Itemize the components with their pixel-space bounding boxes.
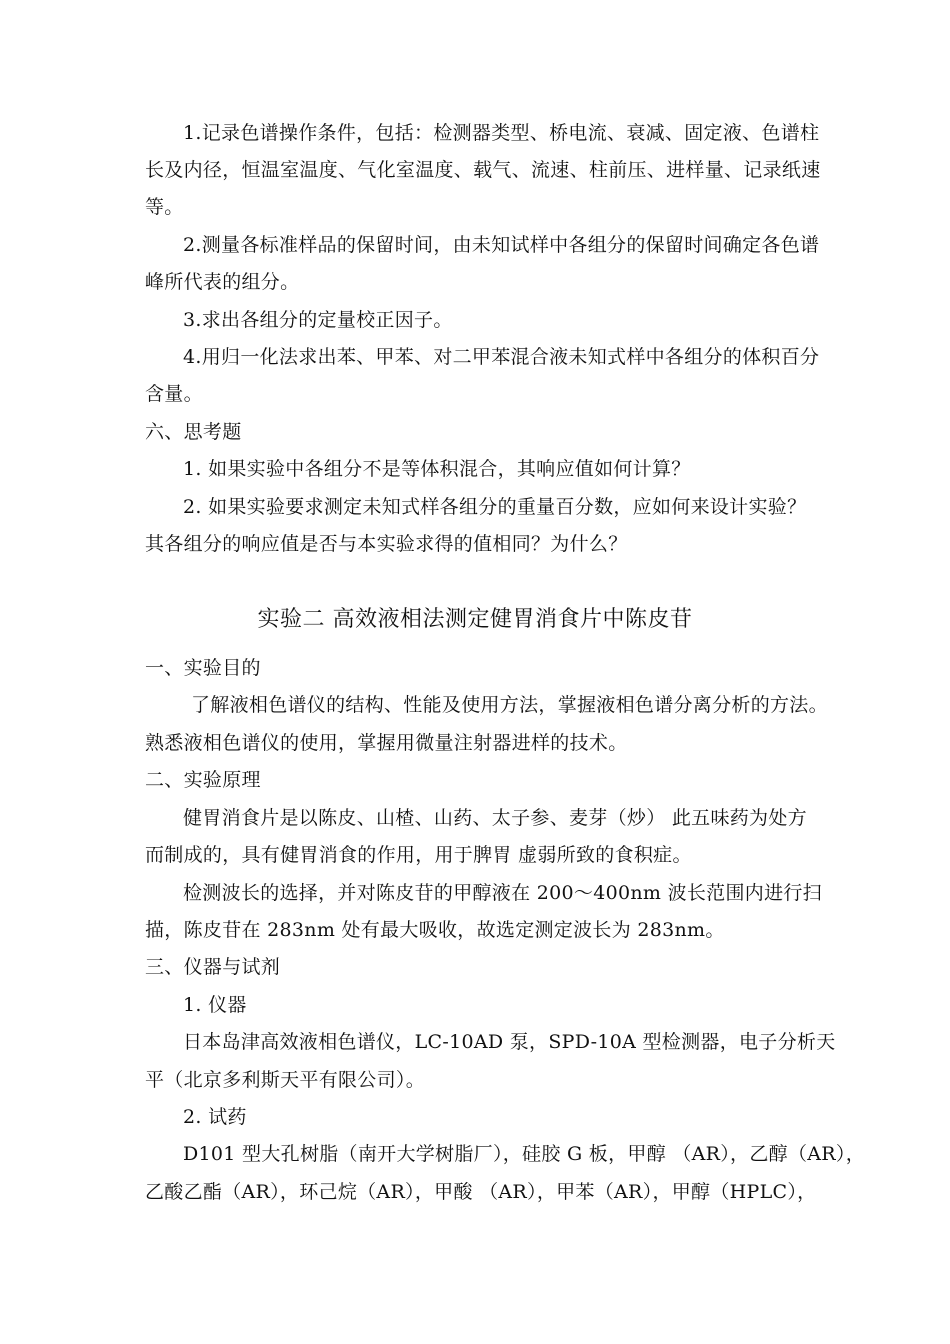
question-2-line-1: 2. 如果实验要求测定未知式样各组分的重量百分数，应如何来设计实验？: [183, 496, 807, 518]
question-1: 1. 如果实验中各组分不是等体积混合，其响应值如何计算？: [183, 458, 691, 480]
result-item-2-line-1: 2.测量各标准样品的保留时间，由未知试样中各组分的保留时间确定各色谱: [183, 234, 820, 256]
result-item-1-line-2: 长及内径，恒温室温度、气化室温度、载气、流速、柱前压、进样量、记录纸速: [145, 159, 821, 181]
instruments-line-1: 日本岛津高效液相色谱仪，LC-10AD 泵，SPD-10A 型检测器，电子分析天: [183, 1031, 836, 1053]
principle-paragraph-1-line-2: 而制成的，具有健胃消食的作用，用于脾胃 虚弱所致的食积症。: [145, 844, 692, 866]
instruments-subheading: 1. 仪器: [183, 994, 247, 1016]
principle-paragraph-2-line-1: 检测波长的选择，并对陈皮苷的甲醇液在 200～400nm 波长范围内进行扫: [183, 882, 822, 904]
result-item-3-line-1: 3.求出各组分的定量校正因子。: [183, 309, 453, 331]
instruments-reagents-heading: 三、仪器与试剂: [145, 956, 281, 978]
reagents-line-2: 乙酸乙酯（AR），环己烷（AR），甲酸 （AR），甲苯（AR），甲醇（HPLC），: [145, 1181, 817, 1203]
principle-paragraph-1-line-1: 健胃消食片是以陈皮、山楂、山药、太子参、麦芽（炒） 此五味药为处方: [183, 807, 807, 829]
result-item-1-line-3: 等。: [145, 196, 184, 218]
purpose-heading: 一、实验目的: [145, 657, 261, 679]
question-2-line-2: 其各组分的响应值是否与本实验求得的值相同？为什么？: [145, 533, 628, 555]
reagents-subheading: 2. 试药: [183, 1106, 247, 1128]
result-item-4-line-2: 含量。: [145, 383, 203, 405]
instruments-line-2: 平（北京多利斯天平有限公司）。: [145, 1069, 426, 1091]
principle-heading: 二、实验原理: [145, 769, 261, 791]
principle-paragraph-2-line-2: 描，陈皮苷在 283nm 处有最大吸收，故选定测定波长为 283nm。: [145, 919, 725, 941]
purpose-line-1: 了解液相色谱仪的结构、性能及使用方法，掌握液相色谱分离分析的方法。: [191, 694, 828, 716]
reagents-line-1: D101 型大孔树脂（南开大学树脂厂），硅胶 G 板，甲醇 （AR），乙醇（AR），: [183, 1143, 865, 1165]
purpose-line-2: 熟悉液相色谱仪的使用，掌握用微量注射器进样的技术。: [145, 732, 628, 754]
experiment-2-title: 实验二 高效液相法测定健胃消食片中陈皮苷: [257, 607, 693, 632]
questions-heading: 六、思考题: [145, 421, 242, 443]
result-item-4-line-1: 4.用归一化法求出苯、甲苯、对二甲苯混合液未知式样中各组分的体积百分: [183, 346, 820, 368]
result-item-1-line-1: 1.记录色谱操作条件，包括：检测器类型、桥电流、衰减、固定液、色谱柱: [183, 122, 820, 144]
result-item-2-line-2: 峰所代表的组分。: [145, 271, 300, 293]
